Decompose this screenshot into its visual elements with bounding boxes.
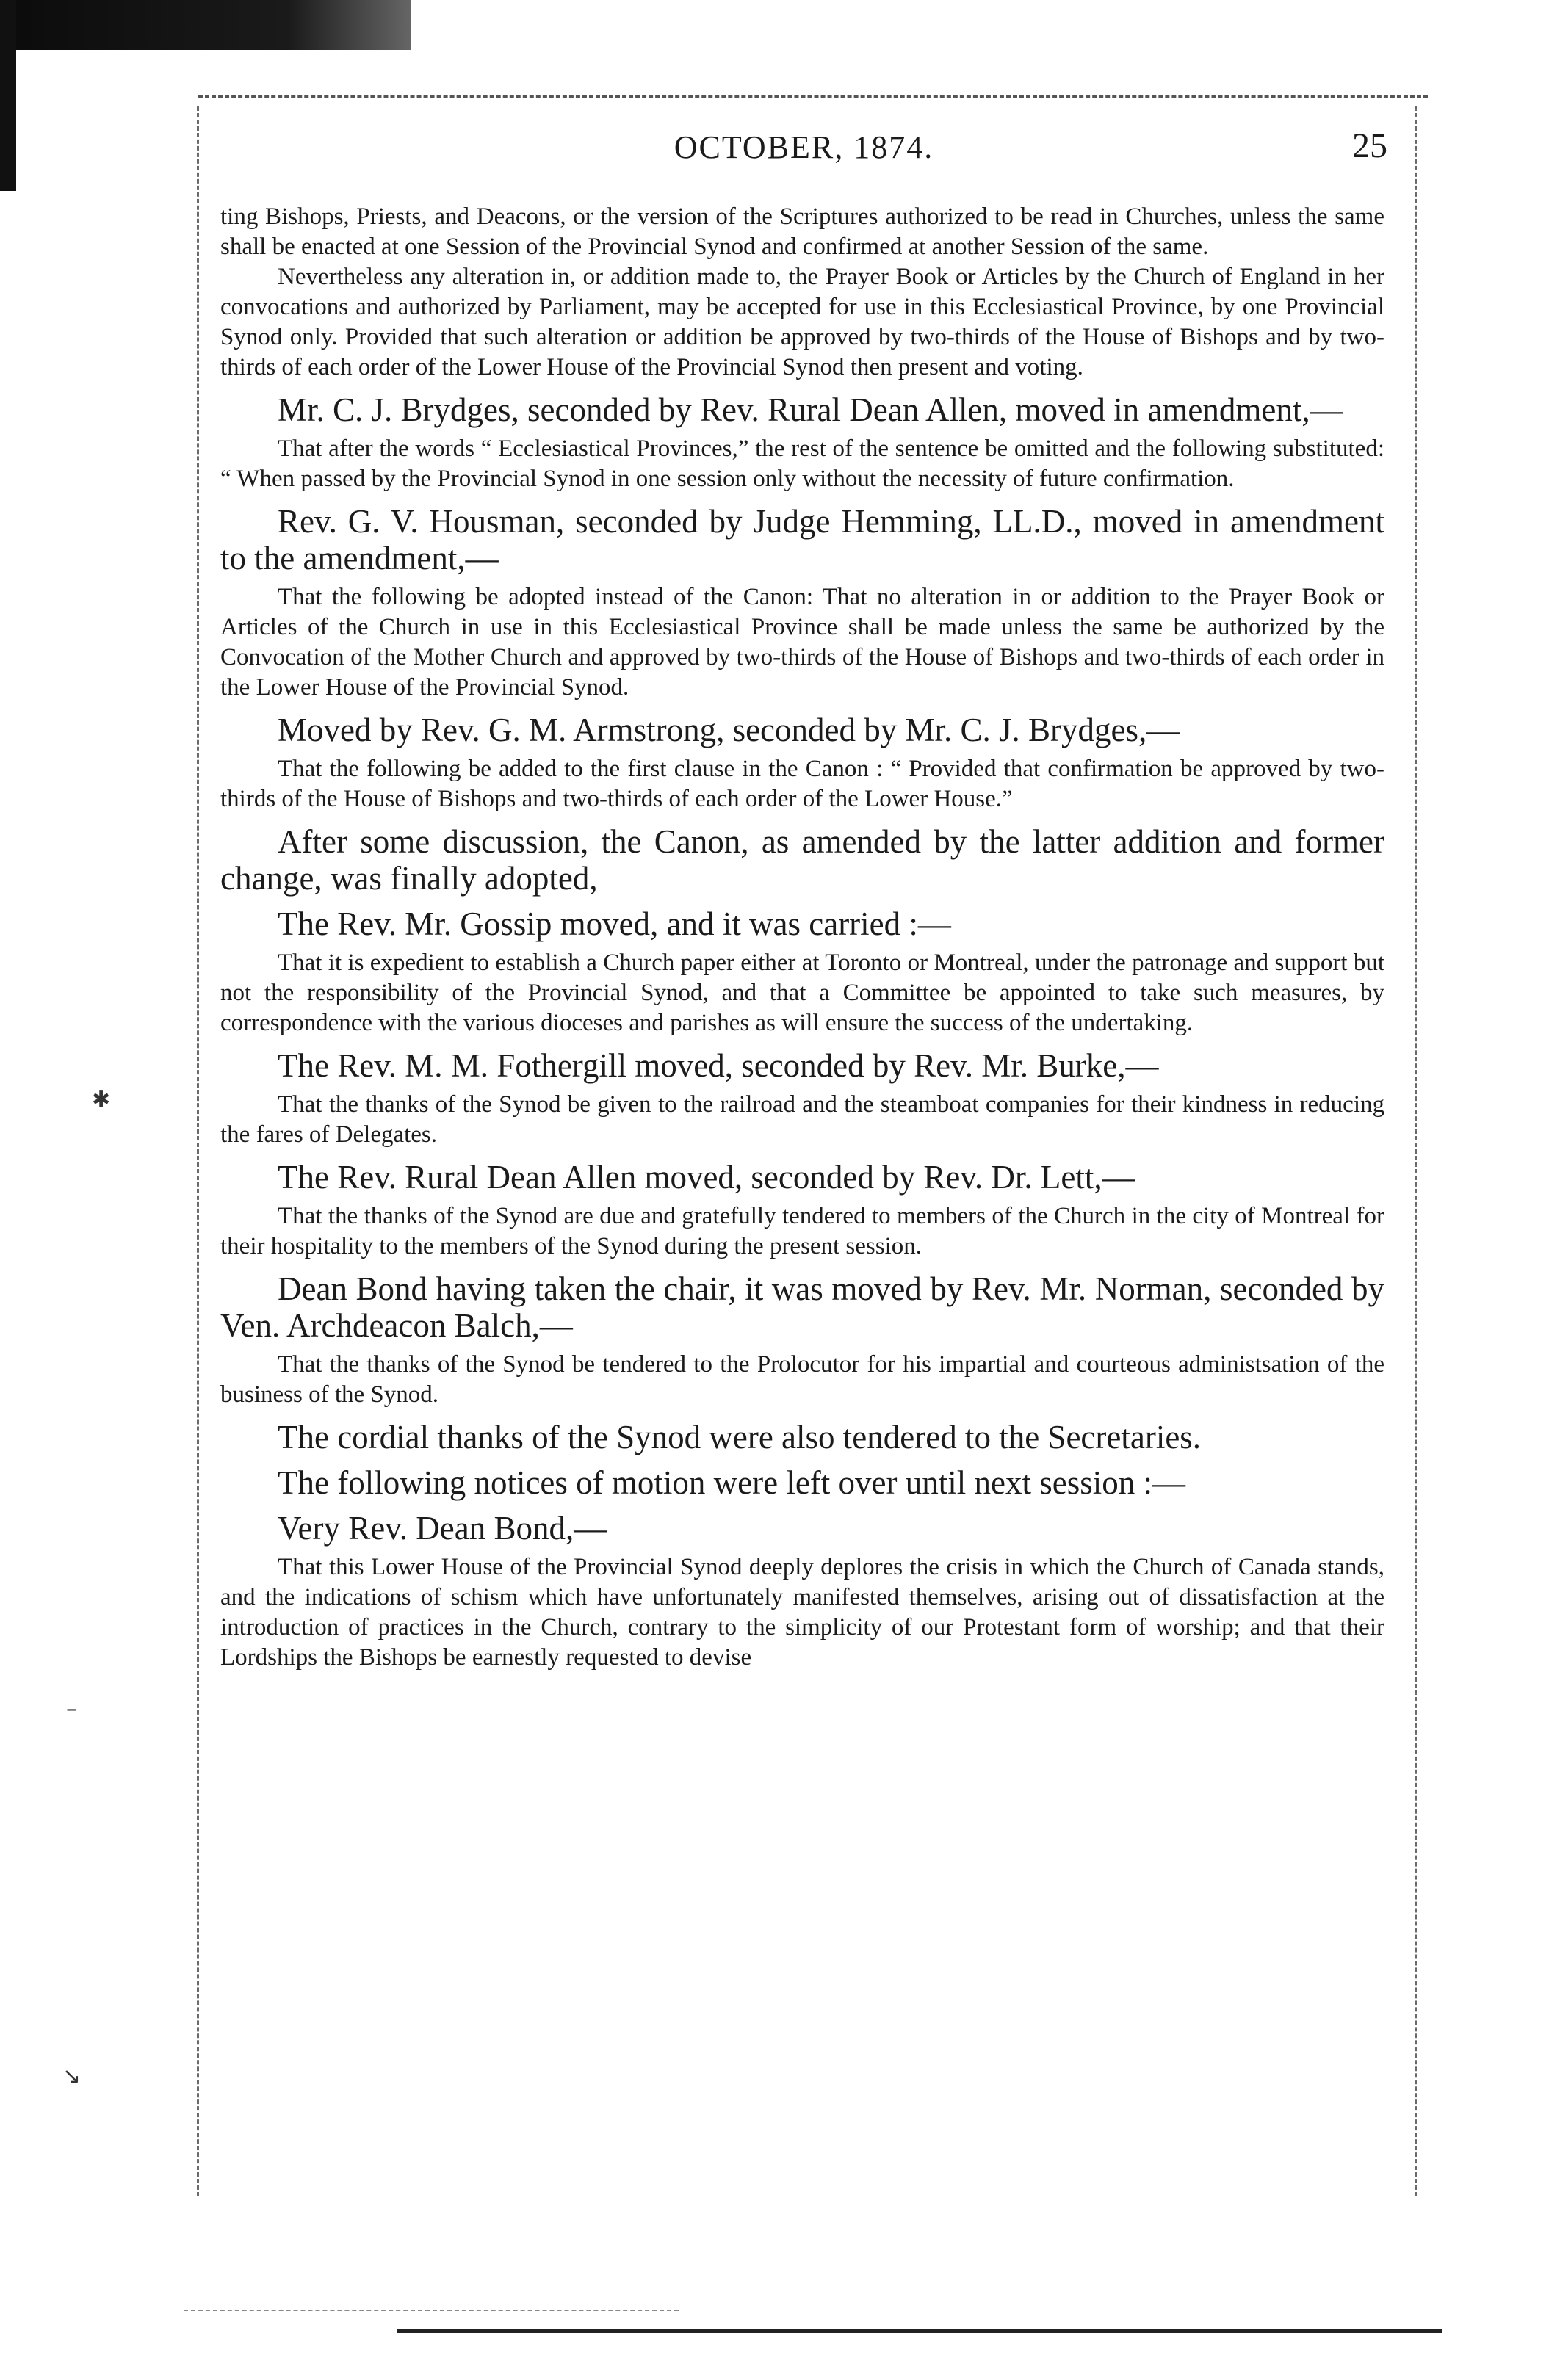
paragraph: That the thanks of the Synod be tendered to the Prolocutor for his impartial and courteous administsation of the business of the Synod. [220, 1351, 1384, 1408]
paragraph: That it is expedient to establish a Church paper either at Toronto or Montreal, under the patronage and support but not the responsibility of the Provincial Synod, and that a Committee be appointed to take such measures, by correspondence with the various dioceses and parishes as will ensure the success of the undertaking. [220, 950, 1384, 1036]
body-text [220, 202, 1384, 1673]
margin-mark: – [66, 1696, 77, 1722]
page-header [220, 126, 1387, 173]
paragraph: That the thanks of the Synod be given to the railroad and the steamboat companies for their kindness in reducing the fares of Delegates. [220, 1091, 1384, 1148]
page-frame-right [1415, 106, 1417, 2196]
motion-heading: The cordial thanks of the Synod were also tendered to the Secretaries. [278, 1419, 1202, 1455]
paragraph: That the thanks of the Synod are due and gratefully tendered to members of the Church in the city of Montreal for their hospitality to the members of the Synod during the present session. [220, 1203, 1384, 1259]
paragraph: That after the words “ Ecclesiastical Provinces,” the rest of the sentence be omitted and the following substituted: “ When passed by the Provincial Synod in one session only without the necessity of future confirmation. [220, 435, 1384, 492]
paragraph: ting Bishops, Priests, and Deacons, or the version of the Scriptures authorized to be read in Churches, unless the same shall be enacted at one Session of the Provincial Synod and confirmed at another Session of the same. [220, 203, 1384, 260]
running-head: OCTOBER, 1874. [674, 129, 934, 165]
margin-mark: ↘ [62, 2063, 82, 2089]
motion-heading: The following notices of motion were left over until next session :— [278, 1464, 1186, 1501]
motion-heading: The Rev. Mr. Gossip moved, and it was carried :— [278, 905, 951, 942]
scan-edge-left [0, 0, 16, 191]
paragraph: That the following be adopted instead of the Canon: That no alteration in or addition to the Prayer Book or Articles of the Church in use in this Ecclesiastical Province shall be made unless the same be authorized by the Convocation of the Mother Church and approved by two-thirds of the House of Bishops and two-thirds of each order in the Lower House of the Provincial Synod. [220, 584, 1384, 701]
motion-heading: Moved by Rev. G. M. Armstrong, seconded by Mr. C. J. Brydges,— [278, 712, 1180, 748]
paragraph: That the following be added to the first clause in the Canon : “ Provided that confirmation be approved by two-thirds of the House of Bishops and two-thirds of each order of the Lower House.” [220, 756, 1384, 812]
motion-heading: Dean Bond having taken the chair, it was moved by Rev. Mr. Norman, seconded by Ven. Archdeacon Balch,— [220, 1270, 1384, 1344]
bottom-rule-thin [184, 2310, 679, 2311]
margin-mark: ✱ [92, 1087, 111, 1113]
page-frame-left [197, 106, 199, 2196]
motion-heading: Very Rev. Dean Bond,— [278, 1510, 607, 1547]
motion-heading: The Rev. Rural Dean Allen moved, seconded by Rev. Dr. Lett,— [278, 1159, 1135, 1196]
page-frame-top [198, 95, 1428, 98]
motion-heading: The Rev. M. M. Fothergill moved, seconded by Rev. Mr. Burke,— [278, 1047, 1159, 1084]
paragraph: Nevertheless any alteration in, or addition made to, the Prayer Book or Articles by the Church of England in her convocations and authorized by Parliament, may be accepted for use in this Ecclesiastical Province, by one Provincial Synod only. Provided that such alteration or addition be approved by two-thirds of the House of Bishops and by two-thirds of each order of the Lower House of the Provincial Synod then present and voting. [220, 264, 1384, 380]
motion-heading: After some discussion, the Canon, as amended by the latter addition and former change, was finally adopted, [220, 823, 1384, 897]
bottom-rule [397, 2329, 1442, 2333]
motion-heading: Mr. C. J. Brydges, seconded by Rev. Rural Dean Allen, moved in amendment,— [278, 391, 1343, 428]
page-number: 25 [1352, 126, 1387, 165]
paragraph: That this Lower House of the Provincial Synod deeply deplores the crisis in which the Church of Canada stands, and the indications of schism which have unfortunately manifested themselves, arising out of dissatisfaction at the introduction of practices in the Church, contrary to the simplicity of our Protestant form of worship; and that their Lordships the Bishops be earnestly requested to devise [220, 1554, 1384, 1671]
scan-edge-shadow [0, 0, 411, 50]
motion-heading: Rev. G. V. Housman, seconded by Judge Hemming, LL.D., moved in amendment to the amendment,— [220, 503, 1384, 576]
